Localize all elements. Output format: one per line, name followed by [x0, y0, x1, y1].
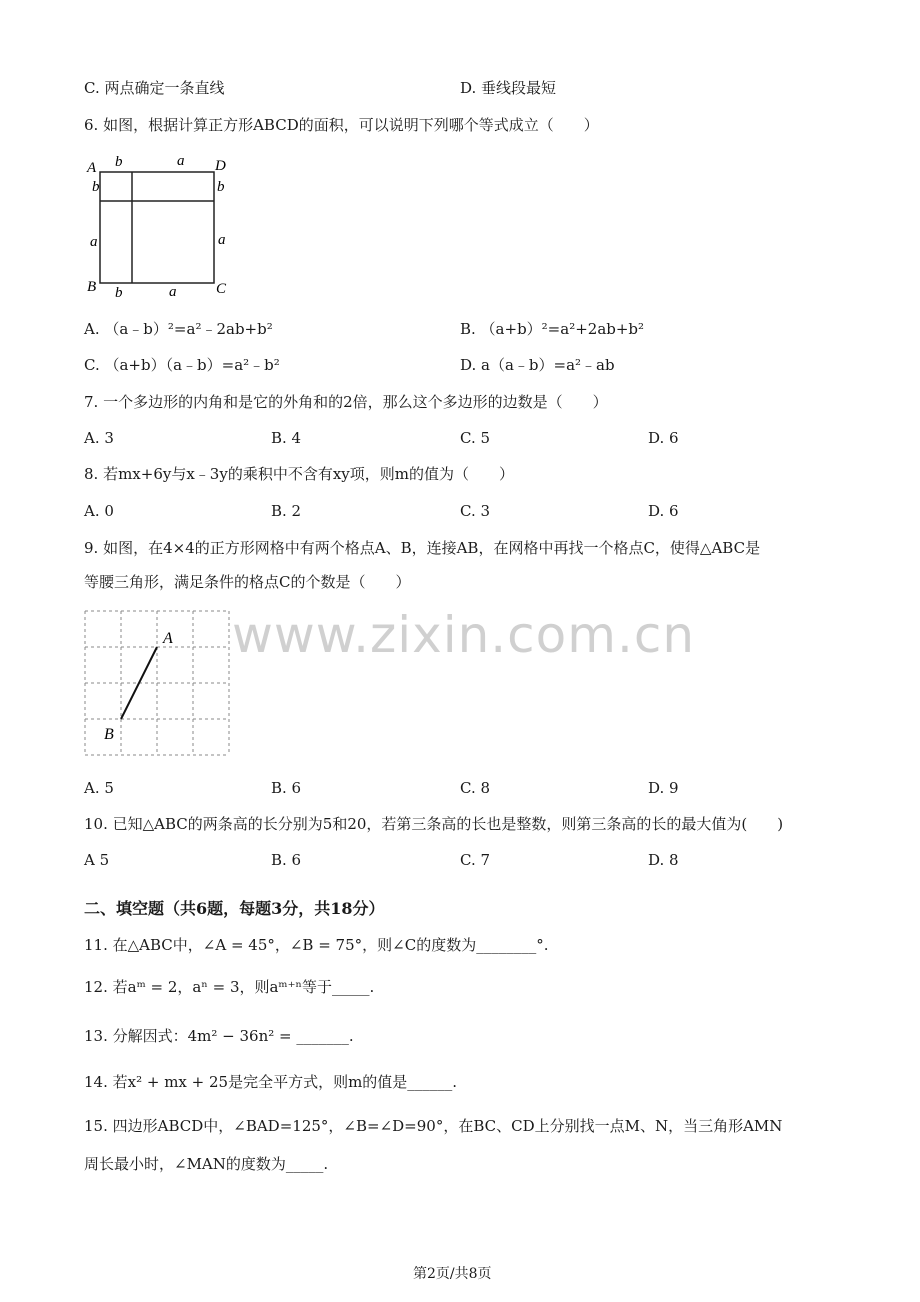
q8-option-c: C. 3 [460, 502, 491, 520]
q7-stem: 7. 一个多边形的内角和是它的外角和的2倍，那么这个多边形的边数是（ ） [84, 393, 608, 411]
q10-stem: 10. 已知△ABC的两条高的长分别为5和20，若第三条高的长也是整数，则第三条高的长的最大值为( ) [84, 815, 784, 833]
q6-label-right-a: a [218, 232, 226, 248]
q10-option-c: C. 7 [460, 851, 491, 869]
q7-option-a: A. 3 [84, 429, 114, 447]
watermark: www.zixin.com.cn [232, 606, 696, 664]
q15-stem-line2: 周长最小时，∠MAN的度数为_____. [84, 1155, 329, 1173]
q7-option-d: D. 6 [648, 429, 679, 447]
q9-label-A: A [163, 630, 173, 647]
q6-option-b: B. （a+b）²=a²+2ab+b² [460, 320, 645, 338]
q6-label-left-a: a [90, 234, 98, 250]
q6-label-C: C [216, 281, 227, 297]
q6-label-top-b: b [115, 154, 123, 170]
q15-stem-line1: 15. 四边形ABCD中，∠BAD=125°，∠B=∠D=90°，在BC、CD上分别找一点M、N，当三角形AMN [84, 1117, 783, 1135]
q8-option-b: B. 2 [271, 502, 302, 520]
page-number: 第2页/共8页 [413, 1266, 492, 1282]
option-c-prev: C. 两点确定一条直线 [84, 79, 225, 97]
q6-label-A: A [87, 160, 97, 176]
q8-option-d: D. 6 [648, 502, 679, 520]
q13-stem: 13. 分解因式：4m² − 36n² = _______. [84, 1027, 354, 1045]
q6-label-D: D [215, 158, 226, 174]
q9-option-c: C. 8 [460, 779, 491, 797]
section-title-fill-in: 二、填空题（共6题，每题3分，共18分） [84, 899, 385, 918]
q6-option-c: C. （a+b）（a﹣b）=a²﹣b² [84, 356, 280, 374]
q10-option-d: D. 8 [648, 851, 679, 869]
q8-stem: 8. 若mx+6y与x﹣3y的乘积中不含有xy项，则m的值为（ ） [84, 465, 514, 483]
q8-option-a: A. 0 [84, 502, 114, 520]
q14-stem: 14. 若x² + mx + 25是完全平方式，则m的值是______. [84, 1073, 458, 1091]
q7-option-c: C. 5 [460, 429, 491, 447]
q11-stem: 11. 在△ABC中，∠A = 45°，∠B = 75°，则∠C的度数为________°. [84, 936, 549, 954]
q9-option-d: D. 9 [648, 779, 679, 797]
q6-option-d: D. a（a﹣b）=a²﹣ab [460, 356, 615, 374]
q6-option-a: A. （a﹣b）²=a²﹣2ab+b² [84, 320, 273, 338]
q6-label-bottom-b: b [115, 285, 123, 298]
q9-option-a: A. 5 [84, 779, 114, 797]
q9-stem-line2: 等腰三角形，满足条件的格点C的个数是（ ） [84, 573, 411, 591]
q12-stem: 12. 若aᵐ = 2，aⁿ = 3，则aᵐ⁺ⁿ等于_____. [84, 978, 375, 996]
q6-stem: 6. 如图，根据计算正方形ABCD的面积，可以说明下列哪个等式成立（ ） [84, 116, 599, 134]
q9-grid-figure [82, 608, 234, 764]
q6-square-figure [82, 148, 242, 298]
q6-label-top-a: a [177, 153, 185, 169]
option-d-prev: D. 垂线段最短 [460, 79, 557, 97]
q6-label-right-b: b [217, 179, 225, 195]
q10-option-a: A 5 [84, 851, 110, 869]
q10-option-b: B. 6 [271, 851, 302, 869]
q7-option-b: B. 4 [271, 429, 302, 447]
q9-stem-line1: 9. 如图，在4×4的正方形网格中有两个格点A、B，连接AB，在网格中再找一个格点C，使得△ABC是 [84, 539, 761, 557]
q6-label-B: B [87, 279, 97, 295]
q6-label-left-b: b [92, 179, 100, 195]
q6-label-bottom-a: a [169, 284, 177, 298]
q9-label-B: B [104, 726, 114, 743]
q9-option-b: B. 6 [271, 779, 302, 797]
